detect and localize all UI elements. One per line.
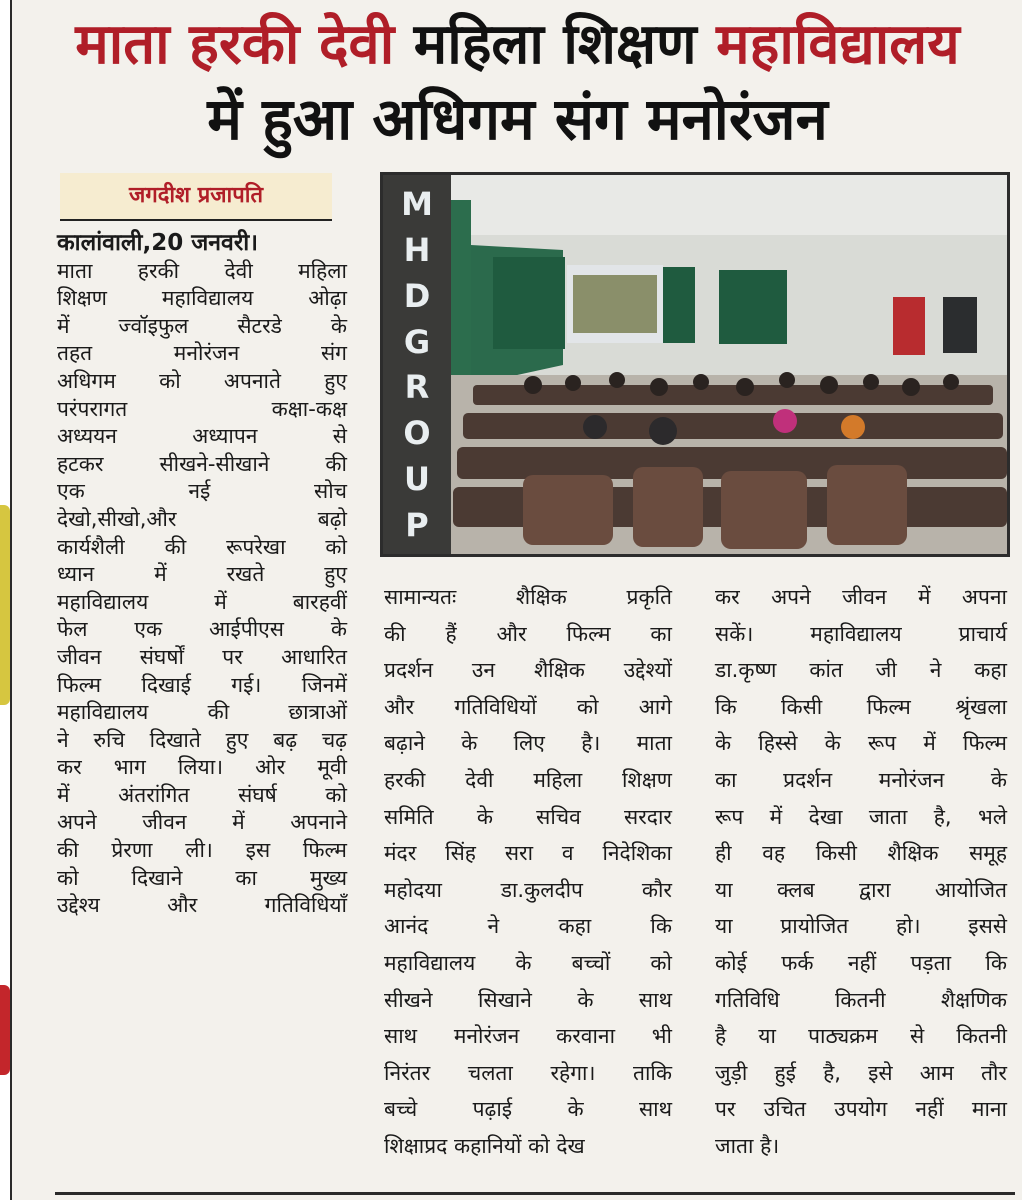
- col1-line: ने रुचि दिखाते हुए बढ़ चढ़: [57, 727, 347, 752]
- news-photo: [380, 172, 1010, 557]
- banner-letter: U: [404, 460, 430, 499]
- col2-line: आनंद ने कहा कि: [384, 914, 672, 939]
- col2-line: हरकी देवी महिला शिक्षण: [384, 767, 672, 792]
- col2-line: निरंतर चलता रहेगा। ताकि: [384, 1060, 672, 1085]
- banner-letter: O: [403, 414, 431, 453]
- col2-line: की हैं और फिल्म का: [384, 621, 672, 646]
- col3-line: रूप में देखा जाता है, भले: [715, 804, 1007, 829]
- col2-line: प्रदर्शन उन शैक्षिक उद्देश्यों: [384, 658, 672, 683]
- col3-line: जाता है।: [715, 1133, 780, 1158]
- col3-line: ही वह किसी शैक्षिक समूह: [715, 841, 1007, 866]
- col1-line: जीवन संघर्षों पर आधारित: [57, 644, 347, 669]
- col2-line: साथ मनोरंजन करवाना भी: [384, 1024, 672, 1049]
- col2-line: बढ़ाने के लिए है। माता: [384, 731, 672, 756]
- headline-red-part-2: महाविद्यालय: [716, 12, 960, 77]
- col1-line: माता हरकी देवी महिला: [57, 258, 347, 283]
- auditorium-photo: [383, 175, 1007, 554]
- col3-line: कर अपने जीवन में अपना: [715, 585, 1007, 609]
- col1-line: ध्यान में रखते हुए: [57, 562, 347, 587]
- byline: जगदीश प्रजापति: [60, 173, 332, 221]
- col3-line: जुड़ी हुई है, इसे आम तौर: [715, 1060, 1007, 1085]
- col3-line: है या पाठ्यक्रम से कितनी: [715, 1024, 1007, 1049]
- col3-line: के हिस्से के रूप में फिल्म: [715, 731, 1007, 756]
- article-column-2: [384, 579, 672, 1165]
- col2-line: महोदया डा.कुलदीप कौर: [384, 877, 672, 902]
- col1-line: को दिखाने का मुख्य: [57, 865, 347, 890]
- col1-line: महाविद्यालय में बारहवीं: [57, 589, 347, 614]
- col1-line: महाविद्यालय की छात्राओं: [57, 700, 347, 725]
- col1-line: कार्यशैली की रूपरेखा को: [57, 534, 347, 559]
- col2-line: सामान्यतः शैक्षिक प्रकृति: [384, 585, 672, 609]
- col1-line: कर भाग लिया। ओर मूवी: [57, 755, 347, 780]
- col3-line: कोई फर्क नहीं पड़ता कि: [715, 950, 1007, 975]
- headline-dark-part: महिला शिक्षण: [413, 12, 697, 77]
- col2-line: और गतिविधियों को आगे: [384, 694, 672, 719]
- col3-line: डा.कृष्ण कांत जी ने कहा: [715, 658, 1007, 683]
- col1-line: में अंतरांगित संघर्ष को: [57, 782, 347, 807]
- article-dateline: कालांवाली,20 जनवरी।: [57, 230, 258, 256]
- col3-line: पर उचित उपयोग नहीं माना: [715, 1097, 1007, 1122]
- banner-letter: M: [401, 184, 433, 223]
- headline: [30, 8, 1005, 156]
- col1-line: अध्ययन अध्यापन से: [57, 424, 347, 449]
- col1-line: एक नई सोच: [57, 479, 347, 504]
- col1-line: में ज्वॉइफुल सैटरडे के: [57, 313, 347, 338]
- col1-line: हटकर सीखने-सीखाने की: [57, 451, 347, 476]
- headline-line-2: में हुआ अधिगम संग मनोरंजन: [207, 85, 828, 153]
- col1-line: फिल्म दिखाई गई। जिनमें: [57, 672, 347, 697]
- banner-letter: P: [405, 506, 429, 545]
- banner-letter: G: [403, 322, 431, 361]
- col2-line: सीखने सिखाने के साथ: [384, 987, 672, 1012]
- edge-yellow-block: [0, 505, 10, 705]
- col1-line: शिक्षण महाविद्यालय ओढ़ा: [57, 286, 347, 311]
- col3-line: कि किसी फिल्म श्रृंखला: [715, 694, 1007, 719]
- article-column-1: [57, 230, 347, 920]
- mhd-group-banner: [383, 175, 451, 554]
- headline-line-1: [30, 8, 1005, 82]
- col1-line: अपने जीवन में अपनाने: [57, 810, 347, 835]
- col2-line: महाविद्यालय के बच्चों को: [384, 950, 672, 975]
- col2-line: समिति के सचिव सरदार: [384, 804, 672, 829]
- headline-red-part-1: माता हरकी देवी: [75, 12, 395, 77]
- banner-letter: D: [403, 276, 431, 315]
- col1-line: तहत मनोरंजन संग: [57, 341, 347, 366]
- banner-letter: H: [403, 230, 431, 269]
- col1-line: उद्देश्य और गतिविधियाँ: [57, 893, 347, 918]
- col1-line: फेल एक आईपीएस के: [57, 617, 347, 642]
- col1-line: अधिगम को अपनाते हुए: [57, 368, 347, 393]
- col1-line: की प्रेरणा ली। इस फिल्म: [57, 838, 347, 863]
- col3-line: का प्रदर्शन मनोरंजन के: [715, 767, 1007, 792]
- banner-letter: R: [404, 368, 430, 407]
- col3-line: या क्लब द्वारा आयोजित: [715, 877, 1007, 902]
- col1-line: देखो,सीखो,और बढ़ो: [57, 506, 347, 531]
- edge-red-block: [0, 985, 10, 1075]
- col1-line: परंपरागत कक्षा-कक्ष: [57, 396, 347, 421]
- bottom-rule: [55, 1192, 1015, 1195]
- col3-line: गतिविधि कितनी शैक्षणिक: [715, 987, 1007, 1012]
- col3-line: सकें। महाविद्यालय प्राचार्य: [715, 621, 1007, 646]
- col2-line: बच्चे पढ़ाई के साथ: [384, 1097, 672, 1122]
- col3-line: या प्रायोजित हो। इससे: [715, 914, 1007, 939]
- col2-line: मंदर सिंह सरा व निदेशिका: [384, 841, 672, 866]
- col2-line: शिक्षाप्रद कहानियों को देख: [384, 1133, 585, 1158]
- article-column-3: [715, 579, 1007, 1165]
- page-edge-rule: [10, 0, 12, 1200]
